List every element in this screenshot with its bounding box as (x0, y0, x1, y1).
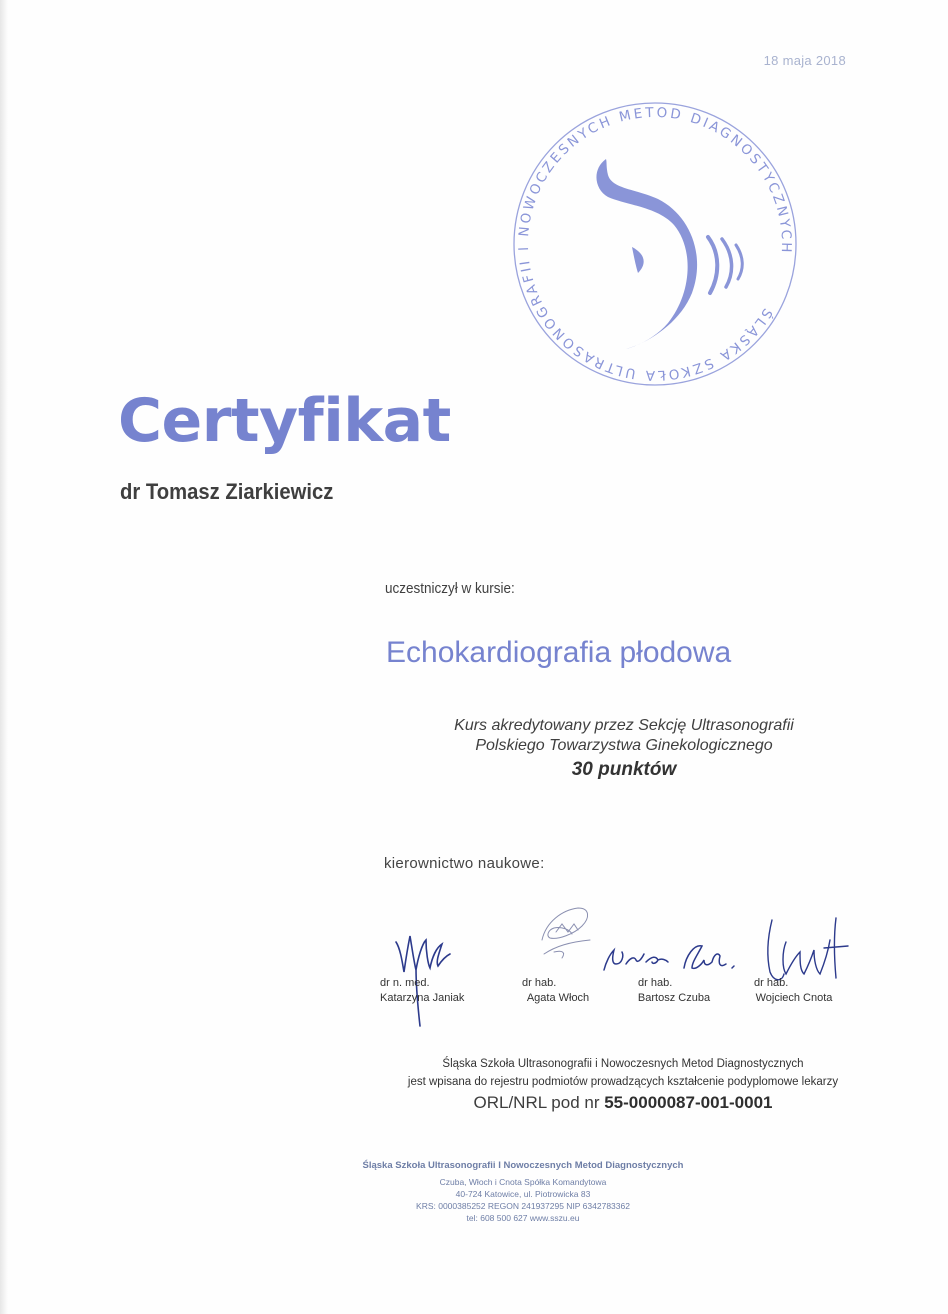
footer-contact: tel: 608 500 627 www.sszu.eu (466, 1213, 580, 1223)
registry-number-value: 55-0000087-001-0001 (604, 1093, 773, 1112)
footer-company: Czuba, Włoch i Cnota Spółka Komandytowa (439, 1177, 607, 1187)
seal-fetus-shape (596, 159, 697, 349)
footer-address: 40-724 Katowice, ul. Piotrowicka 83 (455, 1189, 591, 1199)
management-label: kierownictwo naukowe: (384, 855, 545, 872)
participated-label: uczestniczył w kursie: (385, 580, 515, 597)
seal-wave-1 (708, 237, 717, 293)
signer-name: Wojciech Cnota (755, 992, 833, 1004)
signer-name: Bartosz Czuba (637, 992, 711, 1004)
signer-cnota (744, 976, 844, 1006)
seal-wave-2 (722, 239, 732, 287)
signer-title: dr hab. (754, 977, 789, 989)
signer-name: Katarzyna Janiak (380, 992, 465, 1004)
seal-graphic (508, 97, 802, 391)
signer-title: dr n. med. (380, 977, 430, 989)
footer-registry-ids: KRS: 0000385252 REGON 241937295 NIP 6342783362 (416, 1201, 630, 1211)
signer-title: dr hab. (638, 977, 673, 989)
school-seal-logo (508, 97, 802, 391)
issue-date: 18 maja 2018 (763, 53, 846, 68)
signer-czuba (624, 976, 724, 1006)
registry-school-name: Śląska Szkoła Ultrasonografii i Nowoczesnych Metod Diagnostycznych (442, 1058, 804, 1070)
page-edge-shadow (0, 0, 8, 1314)
registry-number-label: ORL/NRL pod nr (473, 1093, 600, 1112)
signer-name: Agata Włoch (526, 992, 590, 1004)
recipient-name: dr Tomasz Ziarkiewicz (120, 479, 334, 504)
course-name: Echokardiografia płodowa (386, 636, 732, 669)
registry-statement: jest wpisana do rejestru podmiotów prowadzących kształcenie podyplomowe lekarzy (407, 1076, 839, 1088)
registry-number (360, 1093, 886, 1113)
signer-janiak (380, 976, 490, 1006)
seal-hand-shape (632, 247, 644, 273)
seal-outer-ring (514, 103, 796, 385)
footer-school-name: Śląska Szkoła Ultrasonografii I Nowoczesnych Metod Diagnostycznych (362, 1160, 684, 1171)
seal-wave-3 (736, 245, 742, 279)
footer-details (338, 1176, 708, 1224)
signer-title: dr hab. (522, 977, 557, 989)
seal-ring-text: ŚLĄSKA SZKOŁA ULTRASONOGRAFII I NOWOCZESNYCH METOD DIAGNOSTYCZNYCH (515, 104, 795, 384)
accreditation-line-1: Kurs akredytowany przez Sekcję Ultrasonografii (454, 717, 794, 734)
signature-janiak (386, 918, 456, 1030)
accreditation-line-2: Polskiego Towarzystwa Ginekologicznego (475, 737, 773, 754)
certificate-title: Certyfikat (118, 386, 451, 456)
signer-wloch (508, 976, 608, 1006)
points-awarded: 30 punktów (571, 759, 677, 780)
